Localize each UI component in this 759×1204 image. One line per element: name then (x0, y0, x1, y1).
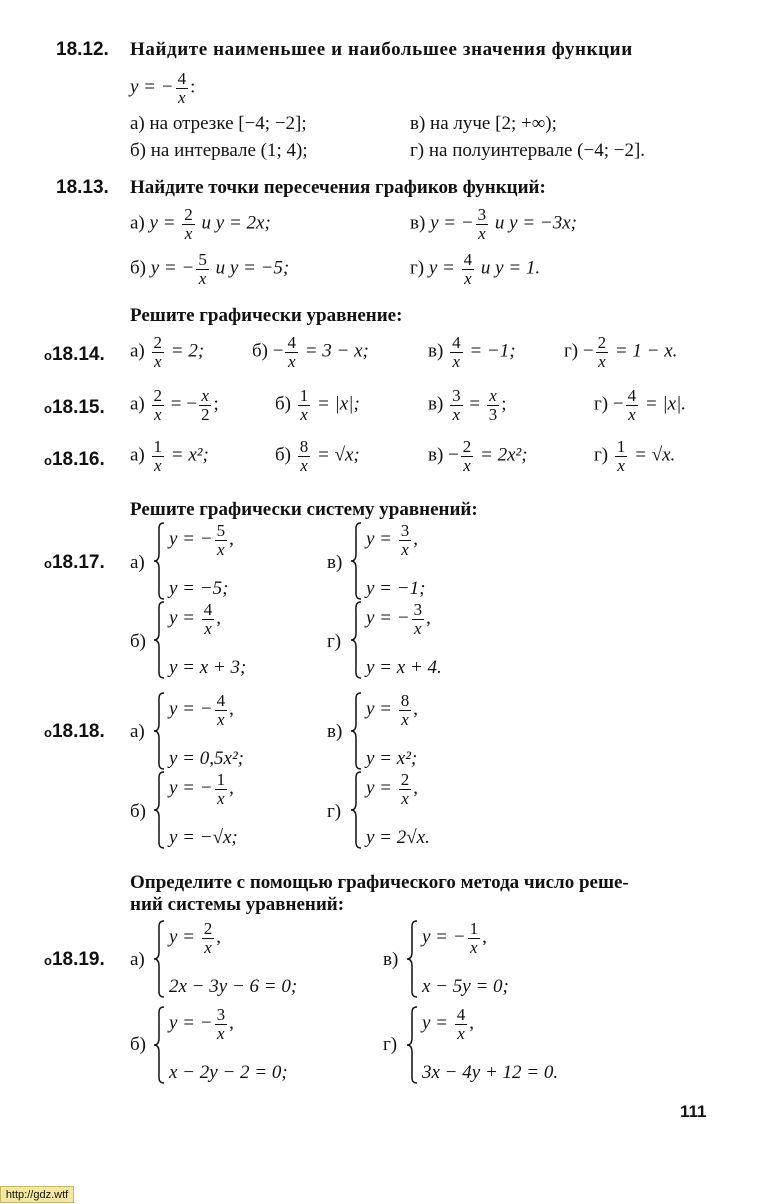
numerator: 5 (198, 250, 207, 269)
function-expression (130, 70, 195, 107)
denominator: x (178, 87, 186, 107)
brace-icon (350, 601, 362, 679)
circle-mark: о (44, 348, 52, 363)
expr-post: , (426, 607, 431, 629)
expr-post: и y = −5; (210, 257, 290, 279)
equation-system (153, 522, 333, 600)
denominator: x (198, 268, 207, 288)
item-g (410, 251, 540, 288)
problem-number (44, 950, 105, 969)
equation-line: y = −√x; (169, 827, 238, 848)
equation-line: y = x²; (366, 748, 418, 769)
item-v: в) на луче [2; +∞); (410, 113, 557, 134)
item-g: г) на полуинтервале (−4; −2]. (410, 140, 646, 161)
equation-line (169, 1006, 234, 1043)
problem-number (44, 553, 105, 572)
numerator: x (201, 386, 209, 405)
item-letter: б) (130, 631, 146, 652)
denominator: x (204, 937, 212, 957)
problem-number (44, 398, 105, 417)
denominator: x (617, 455, 625, 475)
denominator: x (300, 455, 308, 475)
item-letter: г) (594, 444, 609, 466)
fraction (468, 920, 481, 957)
item-letter: б) (130, 801, 146, 822)
denominator: x (464, 268, 472, 288)
expr-pre: y = (428, 257, 460, 279)
item-b (275, 387, 360, 424)
denominator: x (598, 351, 606, 371)
fraction (298, 438, 311, 475)
fraction (199, 387, 212, 424)
item-letter: а) (130, 721, 145, 742)
fraction (487, 387, 500, 424)
fraction (152, 334, 165, 371)
item-letter: а) (130, 949, 145, 970)
item-g (594, 387, 686, 424)
fraction (298, 387, 311, 424)
numerator: 4 (287, 333, 296, 352)
numerator: 1 (299, 386, 309, 405)
circle-mark: о (44, 953, 52, 968)
numerator: 8 (299, 437, 309, 456)
expr-pre: y = (169, 926, 200, 948)
denominator: x (478, 223, 486, 243)
numerator: 2 (203, 919, 213, 938)
expr-pre: y = − (130, 76, 174, 98)
equation-system (350, 771, 530, 849)
denominator: x (217, 709, 225, 729)
expr-post: , (229, 777, 234, 799)
numerator: 1 (469, 919, 479, 938)
expr-post: , (413, 777, 419, 799)
expr-mid: = (464, 393, 485, 415)
fraction (285, 334, 298, 371)
equation-line: y = −1; (366, 578, 426, 599)
expr-pre: − (612, 393, 624, 415)
item-letter: б) (275, 393, 291, 415)
item-v (428, 334, 516, 371)
brace-icon (350, 771, 362, 849)
problem-number (44, 450, 105, 469)
expr-post: , (216, 926, 222, 948)
item-letter: г) (564, 340, 579, 362)
equation-line: 2x − 3y − 6 = 0; (169, 976, 298, 997)
item-v (428, 438, 528, 475)
item-letter: в) (428, 340, 444, 362)
expr-post: = 1 − x. (610, 340, 678, 362)
fraction (455, 1006, 468, 1043)
numerator: 2 (400, 770, 410, 789)
expr-pre: y = − (150, 257, 195, 279)
equation-line (422, 1006, 474, 1043)
brace-icon (153, 771, 165, 849)
page-number: 111 (680, 1102, 707, 1121)
item-letter: а) (130, 444, 145, 466)
fraction (196, 251, 209, 288)
equation-system (406, 920, 616, 998)
numerator: 4 (203, 600, 213, 619)
denominator: x (401, 539, 409, 559)
item-letter: а) (130, 393, 145, 415)
denominator: x (184, 223, 193, 243)
denominator: 2 (200, 404, 210, 424)
equation-line (169, 601, 221, 638)
expr-pre: y = (169, 607, 200, 629)
equation-system (153, 771, 333, 849)
item-letter: г) (383, 1034, 398, 1055)
item-b (130, 251, 289, 288)
denominator: x (204, 618, 212, 638)
fraction (215, 692, 228, 729)
number-label: 18.19. (51, 949, 105, 970)
fraction (215, 1006, 228, 1043)
equation-line: y = 2√x. (366, 827, 430, 848)
circle-mark: о (44, 401, 52, 416)
equation-line: y = x + 4. (366, 657, 442, 678)
section-heading: Определите с помощью графического метода число реше- (130, 872, 629, 893)
numerator: 4 (177, 69, 187, 88)
denominator: x (401, 788, 409, 808)
item-letter: г) (327, 801, 342, 822)
equation-system (406, 1006, 626, 1084)
equation-line (169, 522, 234, 559)
numerator: x (489, 386, 497, 405)
expr-pre: − (272, 340, 284, 362)
expr-post: , (482, 926, 487, 948)
denominator: x (414, 618, 422, 638)
expr-pre: y = (422, 1012, 453, 1034)
fraction (182, 206, 195, 243)
denominator: x (628, 404, 636, 424)
numerator: 1 (216, 770, 226, 789)
expr-post: , (413, 698, 419, 720)
fraction (399, 771, 412, 808)
problem-text: Найдите точки пересечения графиков функций: (130, 177, 546, 198)
expr-pre: y = (366, 698, 397, 720)
expr-post: , (469, 1012, 475, 1034)
brace-icon (406, 1006, 418, 1084)
item-letter: в) (327, 721, 343, 742)
equation-line (169, 771, 234, 808)
expr-post: = 2; (166, 340, 205, 362)
denominator: x (463, 455, 471, 475)
expr-post: = 2x²; (475, 444, 528, 466)
expr-post: = −1; (464, 340, 516, 362)
number-label: 18.14. (51, 344, 105, 365)
expr-pre: y = (149, 212, 181, 234)
equation-line (169, 692, 234, 729)
item-b (275, 438, 360, 475)
problem-text: Найдите наименьшее и наибольшее значения функции (130, 39, 633, 60)
item-letter: г) (327, 631, 342, 652)
equation-line: x − 5y = 0; (422, 976, 509, 997)
item-b (252, 334, 369, 371)
expr-post: и y = 2x; (196, 212, 271, 234)
expr-post: , (229, 528, 234, 550)
fraction (450, 334, 463, 371)
problem-number (44, 345, 105, 364)
fraction (596, 334, 609, 371)
brace-icon (350, 692, 362, 770)
denominator: x (217, 788, 225, 808)
item-letter: б) (130, 1034, 146, 1055)
item-a (130, 334, 204, 371)
expr-pre: y = − (169, 698, 213, 720)
brace-icon (153, 601, 165, 679)
equation-line (366, 692, 418, 729)
circle-mark: о (44, 556, 52, 571)
item-g (564, 334, 677, 371)
expr-pre: y = − (169, 777, 213, 799)
number-label: 18.16. (51, 449, 105, 470)
expr-post: = x²; (166, 444, 209, 466)
fraction (399, 692, 412, 729)
expr-pre: y = (366, 528, 397, 550)
expr-pre: − (448, 444, 459, 466)
equation-line: 3x − 4y + 12 = 0. (422, 1062, 559, 1083)
fraction (476, 206, 489, 243)
expr-pre: y = − (422, 926, 466, 948)
equation-line (169, 920, 221, 957)
numerator: 5 (216, 521, 226, 540)
equation-system (153, 601, 333, 679)
equation-line: y = x + 3; (169, 657, 247, 678)
brace-icon (153, 522, 165, 600)
fraction (450, 387, 463, 424)
problem-number (44, 722, 105, 741)
equation-line (366, 771, 418, 808)
numerator: 1 (153, 437, 163, 456)
expr-post: = |x|; (312, 393, 360, 415)
item-v (410, 206, 577, 243)
fraction (462, 251, 475, 288)
item-letter: а) (130, 340, 145, 362)
fraction (215, 522, 228, 559)
circle-mark: о (44, 725, 52, 740)
expr-post: ; (213, 393, 219, 415)
brace-icon (350, 522, 362, 600)
expr-mid: = − (166, 393, 197, 415)
equation-system (153, 692, 333, 770)
problem-number: 18.12. (56, 39, 109, 60)
equation-line: y = −5; (169, 578, 229, 599)
fraction (461, 438, 474, 475)
item-a (130, 438, 209, 475)
numerator: 2 (153, 333, 163, 352)
numerator: 4 (452, 333, 461, 352)
denominator: x (401, 709, 409, 729)
equation-system (153, 1006, 363, 1084)
numerator: 4 (627, 386, 637, 405)
problem-number: 18.13. (56, 177, 109, 198)
expr-post: = |x|. (640, 393, 687, 415)
denominator: x (153, 404, 162, 424)
denominator: 3 (488, 404, 498, 424)
fraction (152, 387, 165, 424)
fraction (412, 601, 425, 638)
equation-system (153, 920, 363, 998)
section-heading: ний системы уравнений: (130, 894, 345, 915)
expr-post: , (216, 607, 222, 629)
circle-mark: о (44, 453, 52, 468)
item-g (594, 438, 675, 475)
denominator: x (287, 351, 296, 371)
item-a (130, 206, 271, 243)
section-heading: Решите графически уравнение: (130, 305, 403, 326)
expr-post: = √x; (312, 444, 360, 466)
item-letter: в) (428, 444, 444, 466)
brace-icon (153, 920, 165, 998)
fraction (202, 601, 215, 638)
item-letter: г) (594, 393, 609, 415)
equation-line: y = 0,5x²; (169, 748, 244, 769)
numerator: 3 (216, 1005, 226, 1024)
expr-post: , (229, 698, 234, 720)
item-letter: б) (130, 257, 146, 279)
expr-post: и y = −3x; (490, 212, 577, 234)
numerator: 4 (463, 250, 473, 269)
denominator: x (217, 1023, 225, 1043)
expr-post: = √x. (629, 444, 676, 466)
brace-icon (153, 692, 165, 770)
expr-post: = 3 − x; (299, 340, 369, 362)
expr-pre: y = (366, 777, 397, 799)
expr-post: ; (501, 393, 507, 415)
brace-icon (406, 920, 418, 998)
fraction (152, 438, 165, 475)
expr-post: , (413, 528, 419, 550)
numerator: 2 (184, 205, 193, 224)
expr-pre: y = − (366, 607, 410, 629)
numerator: 3 (477, 205, 487, 224)
item-letter: в) (383, 949, 399, 970)
item-letter: г) (410, 257, 425, 279)
denominator: x (153, 351, 162, 371)
numerator: 2 (597, 333, 607, 352)
equation-line (366, 522, 418, 559)
numerator: 4 (456, 1005, 466, 1024)
expr-post: , (229, 1012, 234, 1034)
expr-post: : (190, 76, 196, 98)
fraction (215, 771, 228, 808)
item-b: б) на интервале (1; 4); (130, 140, 308, 161)
fraction (626, 387, 639, 424)
numerator: 3 (400, 521, 410, 540)
denominator: x (300, 404, 308, 424)
numerator: 3 (413, 600, 423, 619)
section-heading: Решите графически систему уравнений: (130, 499, 478, 520)
item-letter: в) (327, 552, 343, 573)
numerator: 3 (452, 386, 461, 405)
item-v (428, 387, 507, 424)
numerator: 1 (616, 437, 626, 456)
fraction (202, 920, 215, 957)
number-label: 18.18. (51, 721, 105, 742)
watermark-link[interactable]: http://gdz.wtf (0, 1186, 74, 1203)
denominator: x (217, 539, 225, 559)
expr-pre: y = − (169, 1012, 213, 1034)
denominator: x (452, 404, 461, 424)
numerator: 2 (462, 437, 472, 456)
brace-icon (153, 1006, 165, 1084)
fraction (399, 522, 412, 559)
numerator: 2 (153, 386, 163, 405)
equation-system (350, 522, 530, 600)
item-letter: б) (275, 444, 291, 466)
numerator: 4 (216, 691, 226, 710)
fraction (176, 70, 189, 107)
equation-system (350, 601, 530, 679)
expr-pre: y = − (430, 212, 474, 234)
denominator: x (452, 351, 461, 371)
expr-pre: − (582, 340, 594, 362)
expr-pre: y = − (169, 528, 213, 550)
equation-line (422, 920, 487, 957)
equation-line (366, 601, 431, 638)
equation-system (350, 692, 530, 770)
equation-line: x − 2y − 2 = 0; (169, 1062, 288, 1083)
denominator: x (457, 1023, 465, 1043)
number-label: 18.17. (51, 552, 105, 573)
number-label: 18.15. (51, 397, 105, 418)
denominator: x (153, 455, 162, 475)
item-letter: б) (252, 340, 268, 362)
item-letter: а) (130, 552, 145, 573)
denominator: x (470, 937, 478, 957)
fraction (615, 438, 628, 475)
item-letter: а) (130, 212, 145, 234)
item-letter: в) (428, 393, 444, 415)
item-a (130, 387, 219, 424)
expr-post: и y = 1. (476, 257, 541, 279)
numerator: 8 (400, 691, 410, 710)
item-a: а) на отрезке [−4; −2]; (130, 113, 307, 134)
item-letter: в) (410, 212, 426, 234)
